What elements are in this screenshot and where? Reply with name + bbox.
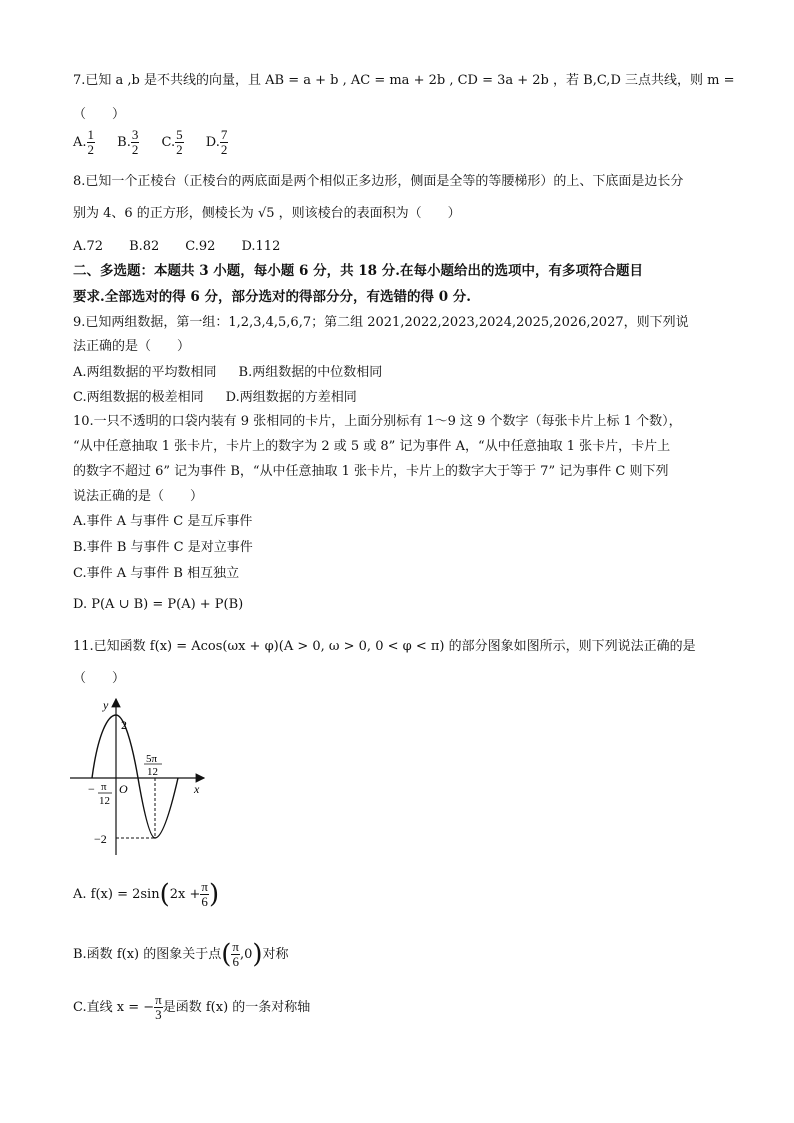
left-tick-denominator: 12	[99, 795, 110, 807]
q9-option-c: C.两组数据的极差相同	[73, 390, 204, 405]
q9-options-row2	[73, 389, 357, 407]
q10-option-c: C.事件 A 与事件 B 相互独立	[73, 566, 240, 581]
min-value-label: −2	[94, 832, 107, 846]
q10-stem-line2: “从中任意抽取 1 张卡片，卡片上的数字为 2 或 5 或 8” 记为事件 A，“从中任意抽取 1 张卡片，卡片上	[73, 439, 671, 454]
q11-stem: 11.已知函数 f(x) = Acos(ωx + φ)(A > 0, ω > 0, 0 < φ < π) 的部分图象如图所示，则下列说法正确的是	[73, 639, 696, 654]
q9-option-a: A.两组数据的平均数相同	[73, 365, 217, 380]
q7-option-d: D. $\frac{7}{2}$	[205, 127, 228, 157]
q9-stem-line2: 法正确的是（ ）	[73, 339, 191, 354]
q10-stem-line3: 的数字不超过 6” 记为事件 B，“从中任意抽取 1 张卡片，卡片上的数字大于等于 7” 记为事件 C 则下列	[73, 464, 669, 479]
q11-option-c: C.直线 x = − $\frac{\pi}{3}$ 是函数 f(x) 的一条对称轴	[73, 992, 311, 1022]
q10-stem-line4: 说法正确的是（ ）	[73, 489, 204, 504]
q10-option-d: D. P(A ∪ B) = P(A) + P(B)	[73, 597, 244, 612]
q11-option-a: A. f(x) = 2sin(2x + $\frac{\pi}{6}$ )	[73, 879, 220, 910]
left-tick-numerator: π	[101, 781, 107, 793]
q8-stem-line1: 8.已知一个正棱台（正棱台的两底面是两个相似正多边形，侧面是全等的等腰梯形）的上、下底面是边长分	[73, 174, 684, 189]
q9-option-b: B.两组数据的中位数相同	[238, 365, 383, 380]
q11-option-b: B.函数 f(x) 的图象关于点( $\frac{\pi}{6}$ ,0)对称	[73, 939, 289, 970]
q7-option-b: B. $\frac{3}{2}$	[117, 127, 139, 157]
q8-stem-line2: 别为 4、6 的正方形，侧棱长为 √5 ，则该棱台的表面积为（ ）	[73, 206, 461, 221]
q7-stem: 7.已知 a ,b 是不共线的向量，且 AB = a + b , AC = ma + 2b , CD = 3a + 2b ，若 B,C,D 三点共线，则 m =	[73, 73, 735, 88]
q8-options: A.72 B.82 C.92 D.112	[73, 239, 281, 254]
q7-option-a: A. $\frac{1}{2}$	[73, 127, 95, 157]
q10-option-a: A.事件 A 与事件 C 是互斥事件	[73, 514, 253, 529]
section2-heading-line1: 二、多选题：本题共 3 小题，每小题 6 分，共 18 分.在每小题给出的选项中，有多项符合题目	[73, 263, 643, 279]
right-tick-denominator: 12	[147, 766, 158, 778]
section2-heading-line2: 要求.全部选对的得 6 分，部分选对的得部分分，有选错的得 0 分.	[73, 289, 471, 305]
q7-paren: （ ）	[73, 107, 126, 122]
left-tick-sign: −	[88, 782, 95, 796]
q9-option-d: D.两组数据的方差相同	[225, 390, 357, 405]
q10-option-b: B.事件 B 与事件 C 是对立事件	[73, 540, 253, 555]
right-tick-numerator: 5π	[146, 753, 158, 765]
x-axis-label: x	[194, 782, 200, 796]
function-graph	[70, 693, 220, 858]
cosine-curve	[92, 715, 178, 838]
q7-options	[73, 128, 246, 157]
max-value-label: 2	[121, 718, 127, 732]
q9-options-row1	[73, 364, 382, 382]
q11-paren: （ ）	[73, 671, 126, 686]
q10-stem-line1: 10.一只不透明的口袋内装有 9 张相同的卡片，上面分别标有 1～9 这 9 个数字（每张卡片上标 1 个数），	[73, 414, 682, 429]
q7-option-c: C. $\frac{5}{2}$	[161, 127, 183, 157]
q9-stem-line1: 9.已知两组数据，第一组：1,2,3,4,5,6,7；第二组 2021,2022,2023,2024,2025,2026,2027，则下列说	[73, 315, 689, 330]
origin-label: O	[119, 782, 128, 796]
y-axis-label: y	[103, 698, 109, 712]
